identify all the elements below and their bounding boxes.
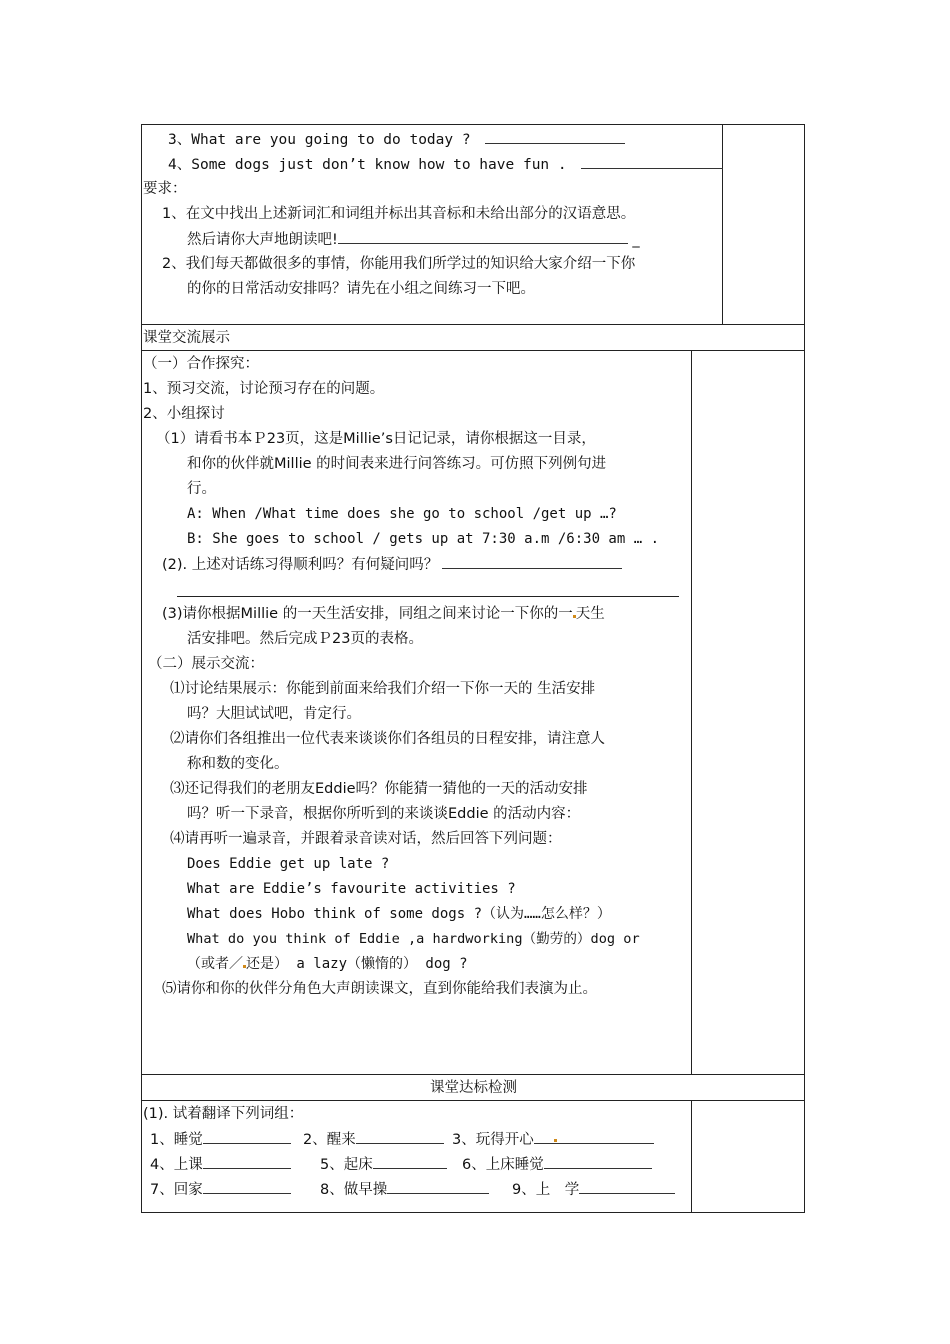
show-4-line1: ⑷请再听一遍录音，并跟着录音读对话，然后回答下列问题： (170, 831, 562, 847)
requirement-label: 要求： (143, 181, 187, 197)
answer-blank[interactable] (203, 1129, 291, 1144)
answer-blank[interactable] (544, 1154, 652, 1169)
answer-blank[interactable] (203, 1179, 291, 1194)
translate-intro: (1). 试着翻译下列词组： (143, 1106, 304, 1122)
item-2: 2、小组探讨 (143, 406, 225, 422)
task-1-line2: 和你的伙伴就Millie 的时间表来进行问答练习。可仿照下列例句进 (187, 456, 607, 472)
show-1-line1: ⑴讨论结果展示：你能到前面来给我们介绍一下你一天的 生活安排 (170, 681, 596, 697)
item-1: 1、预习交流，讨论预习存在的问题。 (143, 381, 385, 397)
question-3: 3、What are you going to do today ? (168, 129, 625, 150)
assessment-notes-column-divider (691, 1100, 692, 1213)
translate-item-4: 4、上课 (150, 1154, 291, 1175)
question-b: What are Eddie’s favourite activities ? (187, 881, 516, 897)
answer-blank[interactable] (387, 1179, 489, 1194)
requirement-1-line1: 1、在文中找出上述新词汇和词组并标出其音标和未给出部分的汉语意思。 (162, 206, 636, 222)
example-b: B: She goes to school / gets up at 7:30 a.m /6:30 am … . (187, 531, 660, 547)
show-2-line1: ⑵请你们各组推出一位代表来谈谈你们各组员的日程安排，请注意人 (170, 731, 605, 747)
exchange-notes-column-divider (691, 350, 692, 1075)
task-3-line1: (3)请你根据Millie 的一天生活安排，同组之间来讨论一下你的一 天生 (162, 606, 605, 622)
show-1-line2: 吗？大胆试试吧，肯定行。 (187, 706, 361, 722)
answer-blank[interactable] (356, 1129, 444, 1144)
translate-item-6: 6、上床睡觉 (462, 1154, 652, 1175)
answer-blank[interactable] (442, 554, 622, 569)
answer-blank[interactable] (581, 154, 723, 169)
translate-item-7: 7、回家 (150, 1179, 291, 1200)
question-a: Does Eddie get up late ? (187, 856, 390, 872)
question-d: What do you think of Eddie ,a hardworking（勤劳的）dog or (187, 931, 640, 947)
translate-item-5: 5、起床 (320, 1154, 447, 1175)
show-3-line2: 吗？听一下录音，根据你所听到的来谈谈Eddie 的活动内容： (187, 806, 581, 822)
classroom-exchange-heading: 课堂交流展示 (143, 330, 230, 346)
task-1-line1: （1）请看书本Ｐ23页，这是Millie’s日记记录，请你根据这一目录， (156, 431, 596, 447)
requirement-2-line1: 2、我们每天都做很多的事情，你能用我们所学过的知识给大家介绍一下你 (162, 256, 636, 272)
answer-blank[interactable] (203, 1154, 291, 1169)
translate-item-8: 8、做早操 (320, 1179, 489, 1200)
example-a: A: When /What time does she go to school /get up …? (187, 506, 617, 522)
question-c: What does Hobo think of some dogs ?（认为……怎么样？） (187, 906, 611, 922)
part1-title: （一）合作探究： (143, 356, 259, 372)
task-3-line2: 活安排吧。然后完成Ｐ23页的表格。 (187, 631, 423, 647)
mark-dot (554, 1139, 557, 1142)
answer-blank[interactable] (338, 229, 628, 244)
task-1-line3: 行。 (187, 481, 216, 497)
answer-blank[interactable] (373, 1154, 447, 1169)
question-e: （或者／ 还是） a lazy（懒惰的） dog ? (187, 956, 468, 972)
assessment-heading: 课堂达标检测 (430, 1080, 517, 1096)
translate-item-3: 3、玩得开心 (452, 1129, 654, 1150)
answer-line[interactable] (177, 596, 679, 597)
translate-item-1: 1、睡觉 (150, 1129, 291, 1150)
requirement-2-line2: 的你的日常活动安排吗？请先在小组之间练习一下吧。 (187, 281, 535, 297)
classroom-exchange-heading-box (141, 324, 805, 351)
answer-blank[interactable] (534, 1129, 654, 1144)
task-2-line1: (2). 上述对话练习得顺利吗？有何疑问吗？ (162, 554, 622, 575)
show-3-line1: ⑶还记得我们的老朋友Eddie吗？你能猜一猜他的一天的活动安排 (170, 781, 588, 797)
requirement-1-line2: 然后请你大声地朗读吧! _ (187, 229, 640, 250)
translate-item-2: 2、醒来 (303, 1129, 444, 1150)
translate-item-9: 9、上 学 (512, 1179, 675, 1200)
part2-title: （二）展示交流： (148, 656, 264, 672)
answer-blank[interactable] (485, 129, 625, 144)
answer-blank[interactable] (579, 1179, 675, 1194)
question-4: 4、Some dogs just don’t know how to have fun . (168, 154, 723, 175)
show-2-line2: 称和数的变化。 (187, 756, 289, 772)
show-5-line1: ⑸请你和你的伙伴分角色大声朗读课文，直到你能给我们表演为止。 (162, 981, 597, 997)
